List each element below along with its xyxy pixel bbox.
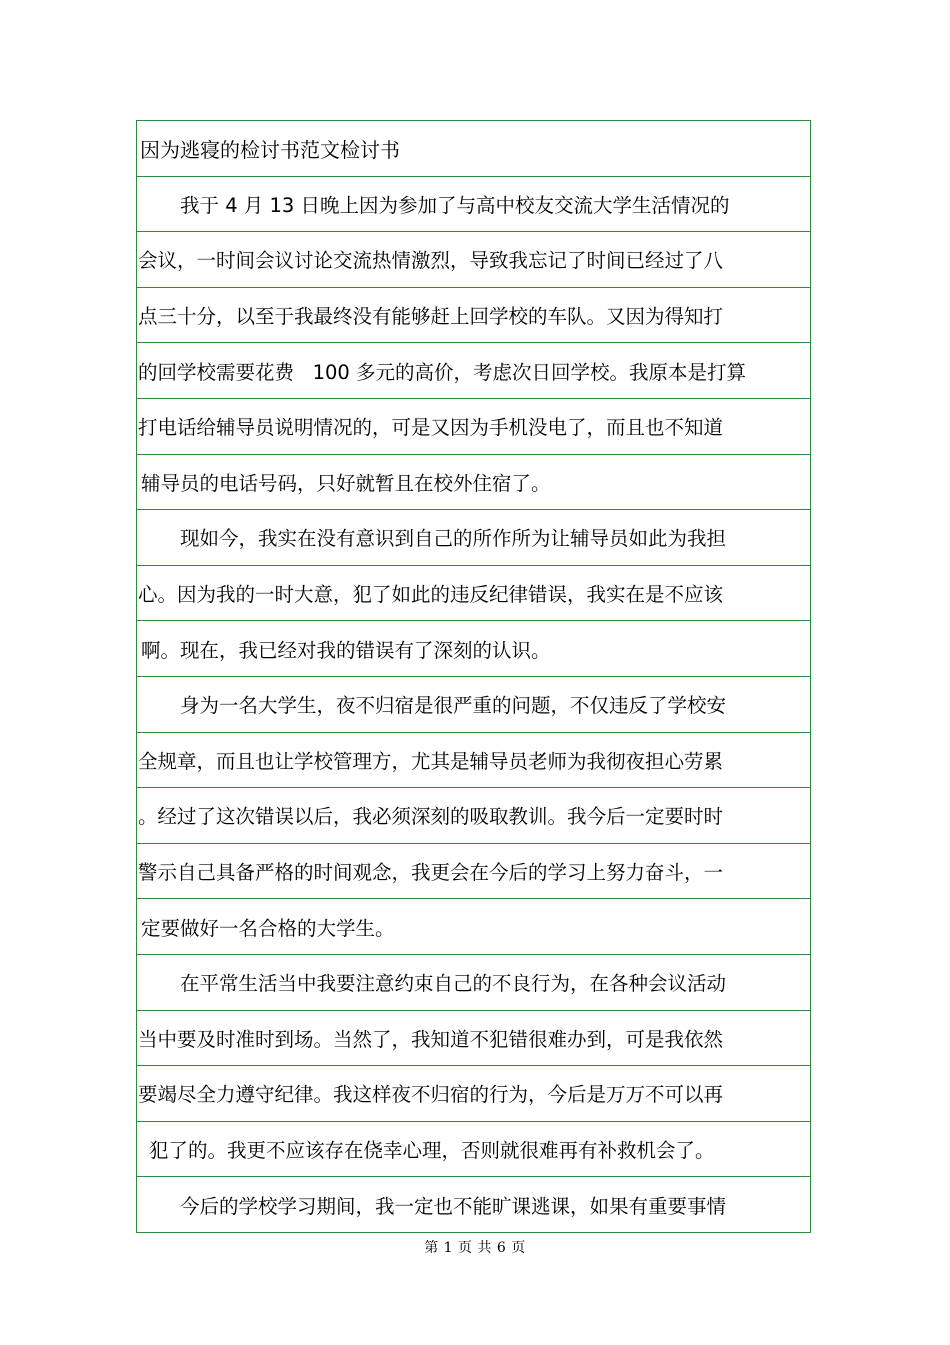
text-line: 犯了的。我更不应该存在侥幸心理，否则就很难再有补救机会了。 — [137, 1122, 810, 1178]
text-line: 现如今，我实在没有意识到自己的所作所为让辅导员如此为我担 — [137, 510, 810, 566]
text-line: 当中要及时准时到场。当然了，我知道不犯错很难办到，可是我依然 — [137, 1011, 810, 1067]
text-line: 我于 4 月 13 日晚上因为参加了与高中校友交流大学生活情况的 — [137, 177, 810, 233]
text-line: 心。因为我的一时大意，犯了如此的违反纪律错误，我实在是不应该 — [137, 566, 810, 622]
text-line: 点三十分，以至于我最终没有能够赶上回学校的车队。又因为得知打 — [137, 288, 810, 344]
text-line: 要竭尽全力遵守纪律。我这样夜不归宿的行为，今后是万万不可以再 — [137, 1066, 810, 1122]
page-number: 第 1 页 共 6 页 — [424, 1240, 526, 1256]
text-line: 辅导员的电话号码，只好就暂且在校外住宿了。 — [137, 455, 810, 511]
text-line: 的回学校需要花费 100 多元的高价，考虑次日回学校。我原本是打算 — [137, 343, 810, 399]
text-line: 警示自己具备严格的时间观念，我更会在今后的学习上努力奋斗，一 — [137, 844, 810, 900]
text-line: 今后的学校学习期间，我一定也不能旷课逃课，如果有重要事情 — [137, 1177, 810, 1233]
text-line: 。经过了这次错误以后，我必须深刻的吸取教训。我今后一定要时时 — [137, 788, 810, 844]
text-line: 会议，一时间会议讨论交流热情激烈，导致我忘记了时间已经过了八 — [137, 232, 810, 288]
text-line: 定要做好一名合格的大学生。 — [137, 899, 810, 955]
text-line: 在平常生活当中我要注意约束自己的不良行为，在各种会议活动 — [137, 955, 810, 1011]
text-line: 打电话给辅导员说明情况的，可是又因为手机没电了，而且也不知道 — [137, 399, 810, 455]
text-line: 身为一名大学生，夜不归宿是很严重的问题，不仅违反了学校安 — [137, 677, 810, 733]
document-title: 因为逃寝的检讨书范文检讨书 — [137, 121, 810, 177]
text-line: 全规章，而且也让学校管理方，尤其是辅导员老师为我彻夜担心劳累 — [137, 733, 810, 789]
document-body — [136, 120, 811, 1233]
text-line: 啊。现在，我已经对我的错误有了深刻的认识。 — [137, 621, 810, 677]
